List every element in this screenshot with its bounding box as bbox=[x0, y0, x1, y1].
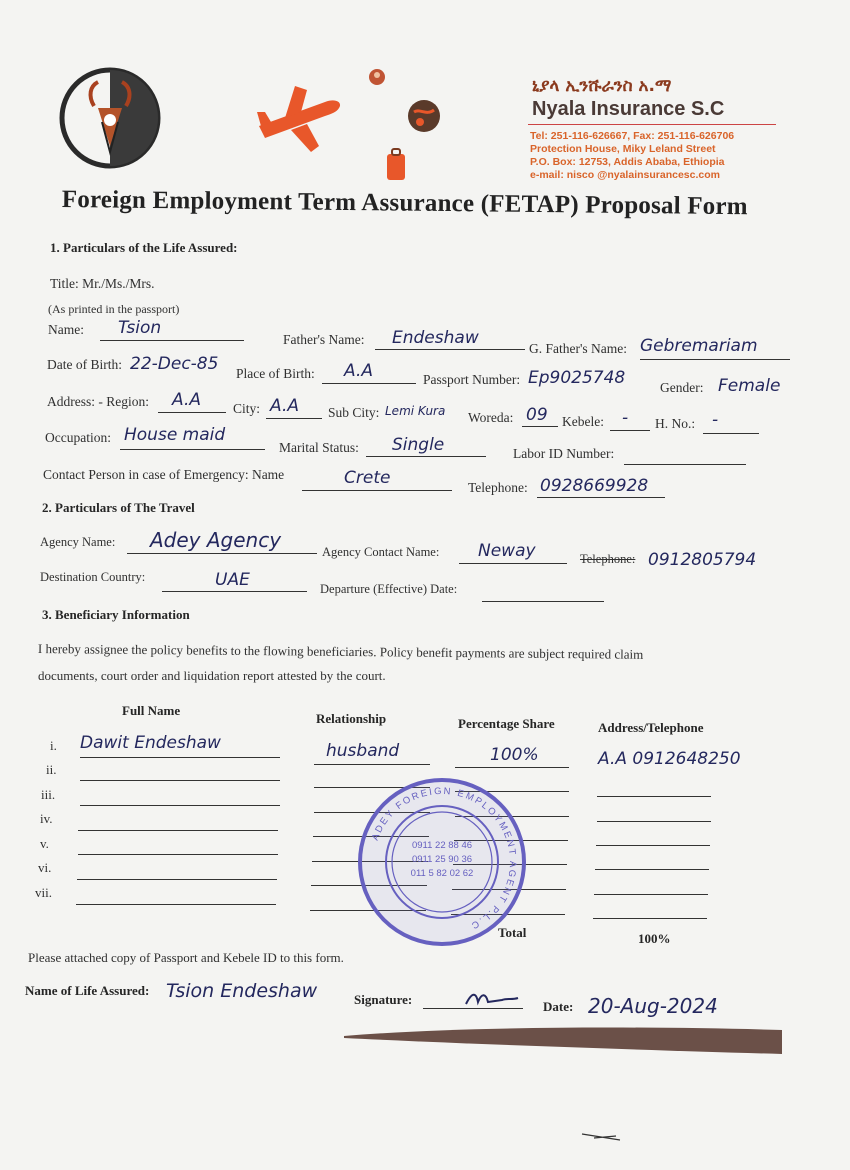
telephone-value[interactable]: 0928669928 bbox=[540, 476, 649, 496]
occupation-value[interactable]: House maid bbox=[124, 425, 226, 445]
footer-decorative-band bbox=[344, 1024, 782, 1054]
dob-label: Date of Birth: bbox=[47, 357, 122, 372]
hno-label: H. No.: bbox=[655, 416, 696, 431]
company-stamp bbox=[356, 776, 528, 948]
beneficiary-share[interactable]: 100% bbox=[490, 745, 539, 765]
section1-heading: 1. Particulars of the Life Assured: bbox=[50, 240, 238, 255]
city-value[interactable]: A.A bbox=[270, 396, 299, 416]
name-line bbox=[100, 340, 244, 341]
agency-contact-value[interactable]: Neway bbox=[478, 541, 536, 561]
company-name-amharic: ኒያላ ኢንሹራንስ አ.ማ bbox=[532, 76, 672, 96]
suitcase-icon bbox=[384, 148, 408, 182]
date-label: Date: bbox=[543, 999, 574, 1014]
destination-value[interactable]: UAE bbox=[215, 570, 250, 590]
signature-mark bbox=[462, 988, 522, 1010]
company-pobox: P.O. Box: 12753, Addis Ababa, Ethiopia bbox=[530, 156, 725, 168]
city-label: City: bbox=[233, 401, 261, 416]
globe-icon bbox=[406, 98, 442, 134]
beneficiary-name[interactable]: Dawit Endeshaw bbox=[80, 733, 221, 753]
address-line bbox=[595, 869, 709, 870]
labor-id-label: Labor ID Number: bbox=[513, 446, 615, 461]
fullname-line bbox=[78, 830, 278, 831]
relationship-line bbox=[314, 764, 430, 765]
gfather-name-label: G. Father's Name: bbox=[529, 341, 628, 356]
gender-value[interactable]: Female bbox=[718, 376, 781, 396]
beneficiary-intro-line2: documents, court order and liquidation report attested by the court. bbox=[38, 668, 386, 683]
marital-line bbox=[366, 456, 486, 457]
name-label: Name: bbox=[48, 322, 84, 337]
labor-id-line bbox=[624, 464, 746, 465]
agency-telephone-label: Telephone: bbox=[580, 552, 636, 566]
kebele-value[interactable]: - bbox=[622, 408, 629, 428]
occupation-line bbox=[120, 449, 265, 450]
airplane-icon bbox=[255, 82, 345, 154]
emergency-value[interactable]: Crete bbox=[344, 468, 391, 488]
stamp-ring-text: ADEY FOREIGN EMPLOYMENT AGENT P.L.C bbox=[369, 785, 519, 932]
passport-label: Passport Number: bbox=[423, 372, 521, 387]
destination-label: Destination Country: bbox=[40, 570, 146, 584]
woreda-label: Woreda: bbox=[468, 410, 514, 425]
father-name-line bbox=[375, 349, 525, 350]
marital-label: Marital Status: bbox=[279, 440, 359, 455]
father-name-label: Father's Name: bbox=[283, 332, 365, 347]
address-line bbox=[593, 918, 707, 919]
life-assured-value[interactable]: Tsion Endeshaw bbox=[166, 980, 318, 1002]
gfather-name-line bbox=[640, 359, 790, 360]
departure-label: Departure (Effective) Date: bbox=[320, 582, 458, 596]
emergency-line bbox=[302, 490, 452, 491]
fullname-line bbox=[78, 854, 278, 855]
col-relationship: Relationship bbox=[316, 711, 387, 726]
region-label: Address: - Region: bbox=[47, 394, 149, 409]
section2-heading: 2. Particulars of The Travel bbox=[42, 500, 195, 515]
city-line bbox=[266, 418, 322, 419]
passport-note: (As printed in the passport) bbox=[48, 302, 180, 316]
col-full-name: Full Name bbox=[122, 703, 181, 718]
total-value: 100% bbox=[638, 931, 671, 946]
destination-line bbox=[162, 591, 307, 592]
agency-contact-label: Agency Contact Name: bbox=[322, 545, 440, 559]
pob-label: Place of Birth: bbox=[236, 366, 315, 381]
father-name-value[interactable]: Endeshaw bbox=[392, 328, 479, 348]
kebele-line bbox=[610, 430, 650, 431]
address-line bbox=[597, 821, 711, 822]
form-title: Foreign Employment Term Assurance (FETAP) Proposal Form bbox=[61, 186, 748, 221]
scribble-mark bbox=[580, 1128, 624, 1144]
agency-name-value[interactable]: Adey Agency bbox=[150, 528, 282, 552]
row-number: ii. bbox=[46, 762, 57, 777]
share-line bbox=[455, 767, 569, 768]
telephone-line bbox=[537, 497, 665, 498]
nyala-logo bbox=[58, 66, 162, 170]
name-value[interactable]: Tsion bbox=[118, 318, 162, 338]
woreda-value[interactable]: 09 bbox=[526, 405, 548, 425]
title-label: Title: Mr./Ms./Mrs. bbox=[50, 276, 155, 291]
fullname-line bbox=[80, 757, 280, 758]
dob-value[interactable]: 22-Dec-85 bbox=[130, 354, 219, 374]
agency-name-label: Agency Name: bbox=[40, 535, 116, 549]
company-address: Protection House, Miky Leland Street bbox=[530, 143, 716, 155]
signature-label: Signature: bbox=[354, 992, 413, 1007]
address-line bbox=[594, 894, 708, 895]
row-number: iv. bbox=[40, 811, 53, 826]
pob-value[interactable]: A.A bbox=[344, 361, 373, 381]
row-number: i. bbox=[50, 738, 57, 753]
fullname-line bbox=[76, 904, 276, 905]
region-value[interactable]: A.A bbox=[172, 390, 201, 410]
stamp-phone-3: 011 5 82 02 62 bbox=[410, 868, 474, 879]
pob-line bbox=[322, 383, 416, 384]
total-label: Total bbox=[498, 925, 527, 940]
subcity-label: Sub City: bbox=[328, 405, 380, 420]
address-line bbox=[596, 845, 710, 846]
telephone-label: Telephone: bbox=[468, 480, 528, 495]
occupation-label: Occupation: bbox=[45, 430, 111, 445]
region-line bbox=[158, 412, 226, 413]
pin-icon bbox=[366, 66, 388, 88]
gender-label: Gender: bbox=[660, 380, 704, 395]
col-address-telephone: Address/Telephone bbox=[598, 720, 704, 735]
kebele-label: Kebele: bbox=[562, 414, 604, 429]
agency-contact-line bbox=[459, 563, 567, 564]
stamp-phone-2: 0911 25 90 36 bbox=[411, 854, 473, 865]
row-number: vii. bbox=[35, 885, 52, 900]
woreda-line bbox=[522, 426, 558, 427]
section3-heading: 3. Beneficiary Information bbox=[42, 607, 190, 622]
company-tel-fax: Tel: 251-116-626667, Fax: 251-116-626706 bbox=[530, 130, 735, 142]
marital-value[interactable]: Single bbox=[392, 435, 445, 455]
company-email: e-mail: nisco @nyalainsurancesc.com bbox=[530, 169, 720, 181]
attach-note: Please attached copy of Passport and Kebele ID to this form. bbox=[28, 950, 344, 965]
header-rule bbox=[528, 124, 776, 125]
fullname-line bbox=[80, 780, 280, 781]
passport-value[interactable]: Ep9025748 bbox=[528, 368, 626, 388]
beneficiary-relationship[interactable]: husband bbox=[326, 741, 400, 761]
beneficiary-intro-line1: I hereby assignee the policy benefits to the flowing beneficiaries. Policy benefit payments are subject required claim bbox=[37, 641, 644, 662]
gfather-name-value[interactable]: Gebremariam bbox=[640, 336, 758, 356]
subcity-value[interactable]: Lemi Kura bbox=[385, 404, 446, 418]
row-number: vi. bbox=[38, 860, 52, 875]
fullname-line bbox=[77, 879, 277, 880]
address-line bbox=[597, 796, 711, 797]
date-value[interactable]: 20-Aug-2024 bbox=[588, 994, 718, 1018]
emergency-label: Contact Person in case of Emergency: Name bbox=[43, 467, 285, 482]
company-name: Nyala Insurance S.C bbox=[532, 98, 725, 120]
col-percentage-share: Percentage Share bbox=[458, 716, 555, 731]
departure-line bbox=[482, 601, 604, 602]
stamp-phone-1: 0911 22 88 46 bbox=[411, 840, 473, 851]
hno-value[interactable]: - bbox=[712, 410, 719, 430]
row-number: iii. bbox=[41, 787, 56, 802]
hno-line bbox=[703, 433, 759, 434]
agency-name-line bbox=[127, 553, 317, 554]
life-assured-label: Name of Life Assured: bbox=[25, 983, 150, 998]
agency-telephone-value[interactable]: 0912805794 bbox=[648, 550, 757, 570]
fullname-line bbox=[80, 805, 280, 806]
row-number: v. bbox=[40, 836, 49, 851]
beneficiary-address[interactable]: A.A 0912648250 bbox=[598, 749, 741, 769]
